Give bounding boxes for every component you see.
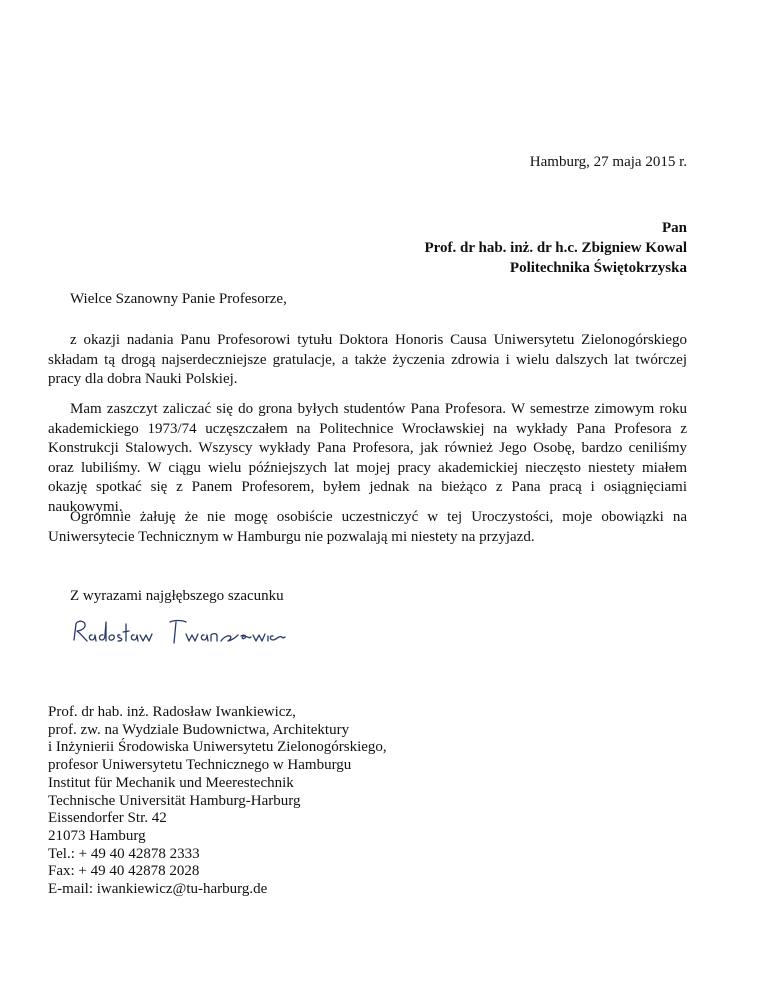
body-paragraph: Mam zaszczyt zaliczać się do grona byłych studentów Pana Profesora. W semestrze zimowym roku akademickiego 1973/74 uczęszczałem na Politechnice Wrocławskiej na wykłady Pana Profesora z Konstrukcji Stalowych. Wszyscy wykłady Pana Profesora, jak również Jego Osobę, bardzo ceniliśmy oraz lubiliśmy. W ciągu wielu późniejszych lat mojej pracy akademickiej nieczęsto niestety miałem okazję spotkać się z Panem Profesorem, byłem jednak na bieżąco z Pana pracą i osiągnięciami naukowymi. [48,401,687,515]
address-line: Fax: + 49 40 42878 2028 [48,863,200,880]
handwritten-signature [70,610,290,654]
letter-date: Hamburg, 27 maja 2015 r. [529,154,687,170]
sender-address [48,704,387,899]
recipient-line: Pan [661,220,687,236]
address-line: profesor Uniwersytetu Technicznego w Hamburgu [48,757,352,774]
salutation: Wielce Szanowny Panie Profesorze, [70,291,287,307]
body-paragraph: Ogromnie żałuję że nie mogę osobiście uczestniczyć w tej Uroczystości, moje obowiązki na Uniwersytecie Technicznym w Hamburgu nie pozwalają mi niestety na przyjazd. [48,509,687,545]
address-line: 21073 Hamburg [48,827,146,844]
address-line: prof. zw. na Wydziale Budownictwa, Architektury [48,721,350,738]
address-line: Prof. dr hab. inż. Radosław Iwankiewicz, [48,704,296,720]
recipient-block [424,218,687,278]
closing-phrase: Z wyrazami najgłębszego szacunku [70,588,284,604]
address-line: Tel.: + 49 40 42878 2333 [48,845,200,862]
body-paragraph: z okazji nadania Panu Profesorowi tytułu Doktora Honoris Causa Uniwersytetu Zielonogórskiego składam tą drogą najserdeczniejsze gratulacje, a także życzenia zdrowia i wielu dalszych lat twórczej pracy dla dobra Nauki Polskiej. [48,332,687,387]
recipient-line: Prof. dr hab. inż. dr h.c. Zbigniew Kowal [424,240,687,256]
address-line: Eissendorfer Str. 42 [48,810,167,827]
signature-drawing [70,610,290,654]
recipient-line: Politechnika Świętokrzyska [509,260,687,276]
address-line: Technische Universität Hamburg-Harburg [48,792,301,809]
address-line: Institut für Mechanik und Meerestechnik [48,774,294,791]
address-email: E-mail: iwankiewicz@tu-harburg.de [48,881,268,898]
address-line: i Inżynierii Środowiska Uniwersytetu Zielonogórskiego, [48,739,387,756]
